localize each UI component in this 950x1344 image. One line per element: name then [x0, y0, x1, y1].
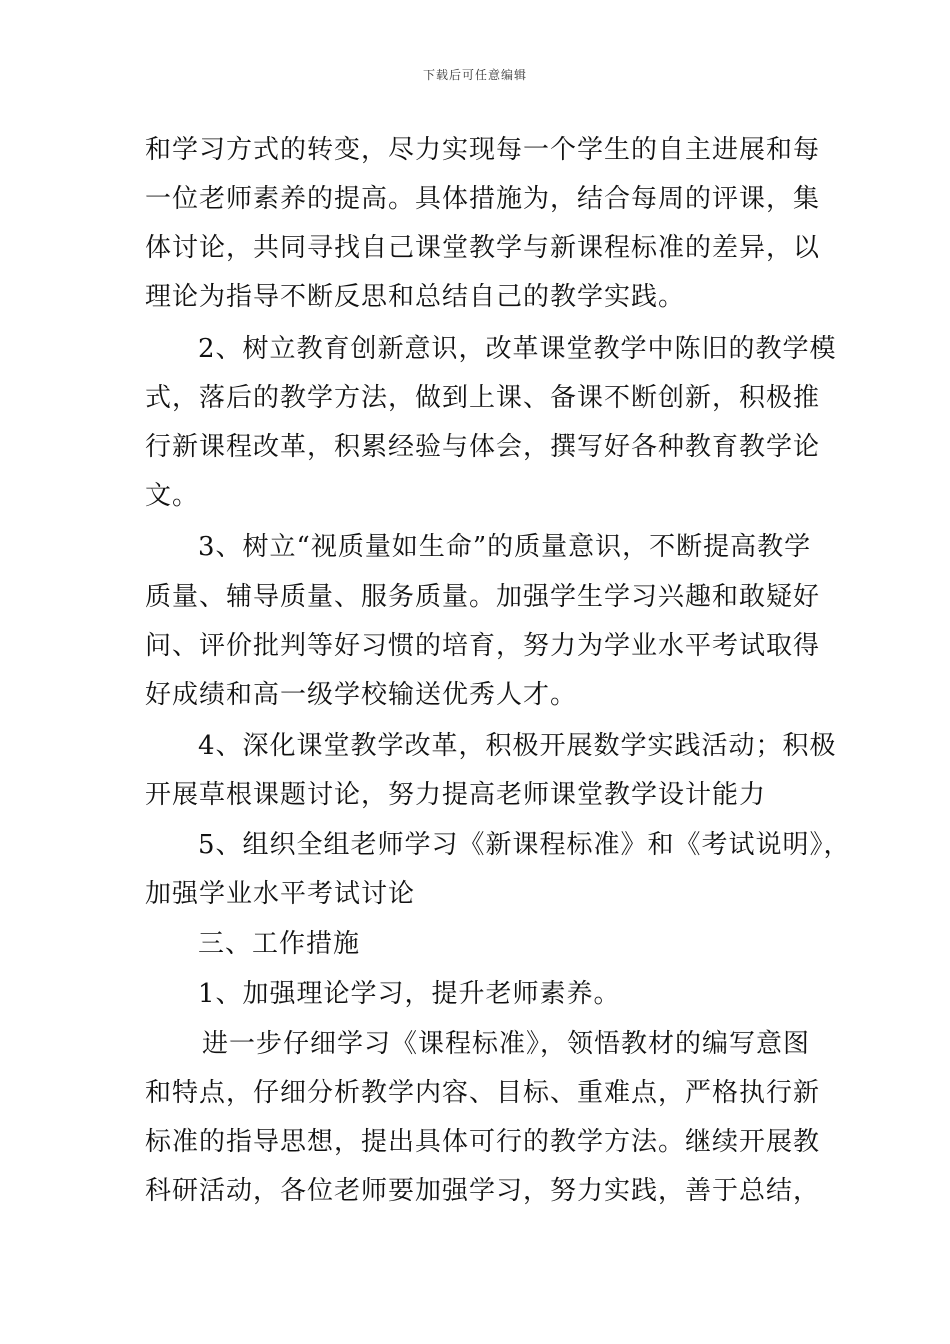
text-line: 行新课程改革，积累经验与体会，撰写好各种教育教学论: [145, 432, 821, 462]
text-line: 5、组织全组老师学习《新课程标准》和《考试说明》，: [198, 830, 851, 860]
text-line: 文。: [145, 481, 200, 511]
text-line: 开展草根课题讨论，努力提高老师课堂教学设计能力: [145, 780, 767, 810]
text-line: 4、深化课堂教学改革，积极开展数学实践活动；积极: [198, 731, 837, 761]
text-line: 3、树立“视质量如生命”的质量意识，不断提高教学: [198, 532, 812, 562]
header-note: 下载后可任意编辑: [422, 68, 527, 82]
text-line: 一位老师素养的提高。具体措施为，结合每周的评课，集: [145, 184, 821, 214]
text-line: 加强学业水平考试讨论: [145, 879, 416, 909]
subsection-heading: 1、加强理论学习，提升老师素养。: [198, 979, 621, 1009]
text-line: 科研活动，各位老师要加强学习，努力实践，善于总结，: [145, 1176, 821, 1206]
text-line: 标准的指导思想，提出具体可行的教学方法。继续开展教: [145, 1127, 821, 1157]
text-line: 体讨论，共同寻找自己课堂教学与新课程标准的差异，以: [145, 233, 821, 263]
text-line: 进一步仔细学习《课程标准》，领悟教材的编写意图: [202, 1029, 811, 1059]
text-line: 式，落后的教学方法，做到上课、备课不断创新，积极推: [145, 383, 821, 413]
text-line: 和学习方式的转变，尽力实现每一个学生的自主进展和每: [145, 135, 821, 165]
text-line: 2、树立教育创新意识，改革课堂教学中陈旧的教学模: [198, 334, 837, 364]
text-line: 理论为指导不断反思和总结自己的教学实践。: [145, 282, 686, 312]
text-line: 好成绩和高一级学校输送优秀人才。: [145, 680, 578, 710]
text-line: 问、评价批判等好习惯的培育，努力为学业水平考试取得: [145, 631, 821, 661]
text-line: 和特点，仔细分析教学内容、目标、重难点，严格执行新: [145, 1078, 821, 1108]
section-heading: 三、工作措施: [198, 929, 361, 959]
text-line: 质量、辅导质量、服务质量。加强学生学习兴趣和敢疑好: [145, 582, 821, 612]
